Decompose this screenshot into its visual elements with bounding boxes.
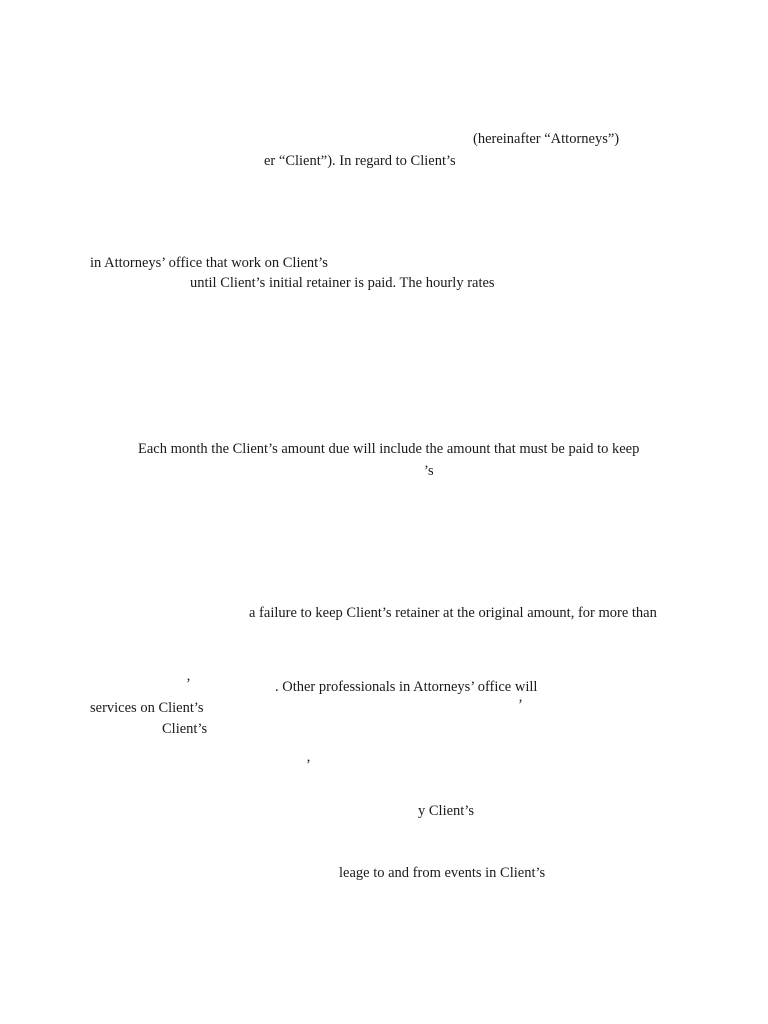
- text-fragment-client-regard: er “Client”). In regard to Client’s: [264, 153, 456, 169]
- text-fragment-failure-retainer: a failure to keep Client’s retainer at the original amount, for more than: [249, 605, 657, 621]
- text-fragment-y-client: y Client’s: [418, 803, 474, 819]
- text-fragment-attorneys-office: in Attorneys’ office that work on Client’s: [90, 255, 328, 271]
- text-fragment-hereinafter-attorneys: (hereinafter “Attorneys”): [473, 131, 620, 147]
- text-fragment-initial-retainer: until Client’s initial retainer is paid. The hourly rates: [190, 275, 495, 291]
- text-fragment-other-professionals: . Other professionals in Attorneys’ office will: [275, 679, 538, 695]
- text-fragment-services-client: services on Client’s: [90, 700, 204, 716]
- text-fragment-apostrophe-s: ’s: [424, 463, 434, 479]
- text-fragment-clients: Client’s: [162, 721, 208, 737]
- text-fragment-mileage-events: leage to and from events in Client’s: [339, 865, 546, 881]
- text-fragment-each-month: Each month the Client’s amount due will include the amount that must be paid to keep: [138, 441, 640, 457]
- text-fragment-apostrophe-2: ’: [518, 697, 523, 713]
- text-fragment-apostrophe-3: ’: [306, 757, 311, 773]
- text-fragment-apostrophe-1: ’: [186, 676, 191, 692]
